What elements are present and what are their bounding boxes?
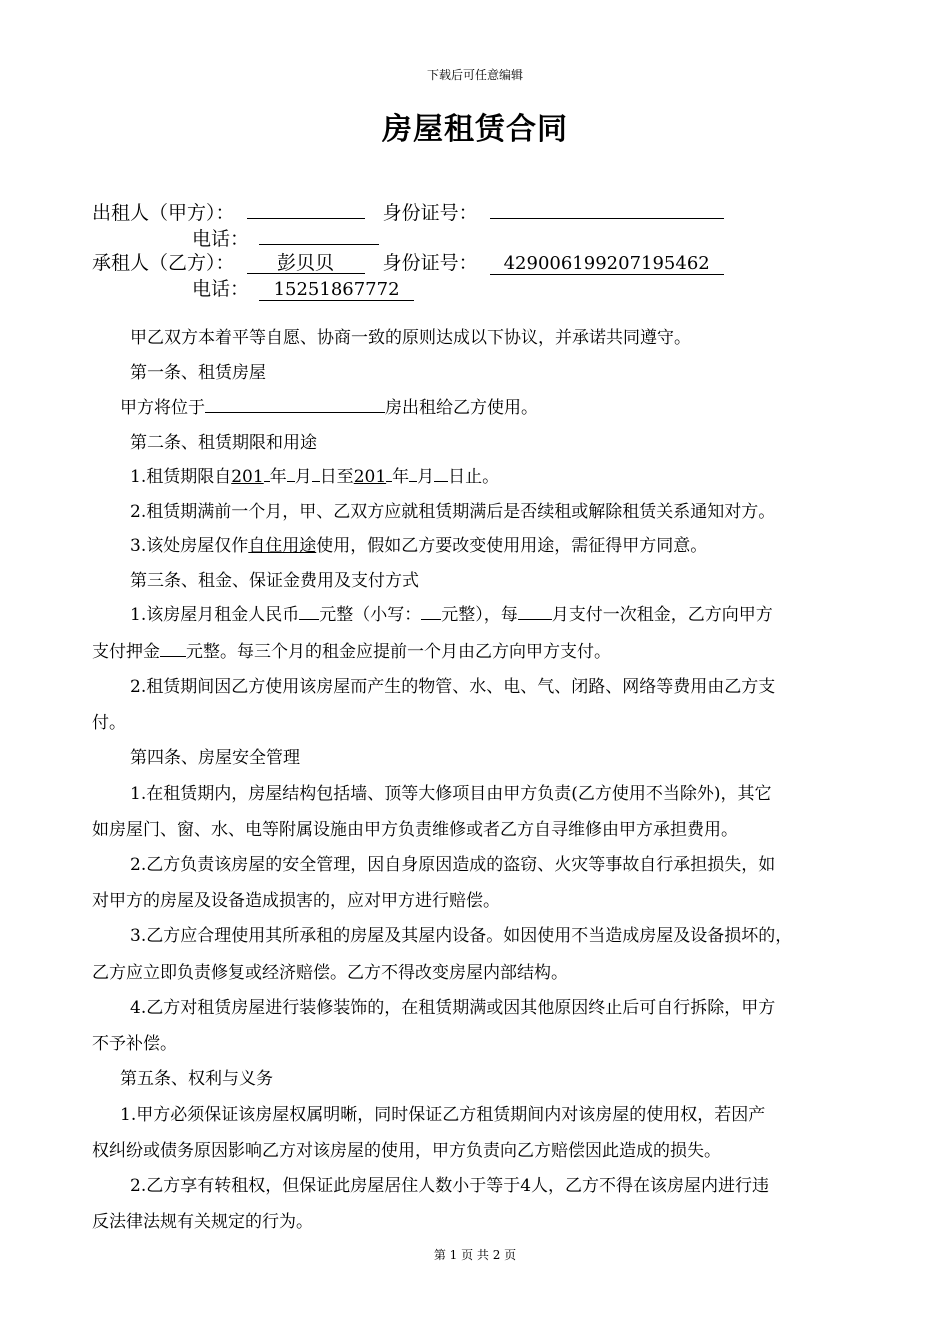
text-fragment: 1.该房屋月租金人民币	[130, 605, 300, 625]
lessor-phone-label: 电话：	[192, 228, 250, 250]
document-title: 房屋租赁合同	[382, 112, 568, 147]
article-5-title: 第五条、权利与义务	[120, 1069, 273, 1089]
lessor-row	[92, 198, 724, 225]
article-2-p1	[130, 462, 499, 487]
start-day-blank[interactable]	[312, 465, 320, 482]
deposit-blank[interactable]	[160, 640, 186, 657]
article-4-p3-line1: 3.乙方应合理使用其所承租的房屋及其屋内设备。如因使用不当造成房屋及设备损坏的，	[130, 926, 793, 946]
text-fragment: 1.租赁期限自	[130, 467, 232, 487]
lessee-label: 承租人（乙方）：	[92, 252, 235, 274]
text-fragment: 月	[417, 467, 435, 487]
start-year-field[interactable]: 201	[231, 467, 264, 487]
article-2-p2: 2.租赁期满前一个月，甲、乙双方应就租赁期满后是否续租或解除租赁关系通知对方。	[130, 502, 776, 522]
text-fragment: 月	[294, 467, 312, 487]
monthly-rent-blank[interactable]	[299, 603, 319, 620]
article-4-p4-line1: 4.乙方对租赁房屋进行装修装饰的，在租赁期满或因其他原因终止后可自行拆除，甲方	[130, 998, 776, 1018]
article-3-title: 第三条、租金、保证金费用及支付方式	[130, 571, 419, 591]
article-4-p1-line2: 如房屋门、窗、水、电等附属设施由甲方负责维修或者乙方自寻维修由甲方承担费用。	[92, 820, 738, 840]
usage-field[interactable]: 自住用途	[248, 536, 317, 556]
article-3-p2-line2: 付。	[92, 713, 126, 733]
lessor-label: 出租人（甲方）：	[92, 202, 235, 224]
lessee-row	[92, 248, 724, 275]
text-fragment: 元整（小写：	[319, 605, 422, 625]
lessee-phone-field[interactable]: 15251867772	[259, 280, 414, 301]
article-4-p1-line1: 1.在租赁期内，房屋结构包括墙、顶等大修项目由甲方负责(乙方使用不当除外)，其它	[130, 784, 772, 804]
payment-period-blank[interactable]	[518, 603, 552, 620]
monthly-rent-figure-blank[interactable]	[421, 603, 441, 620]
intro-paragraph: 甲乙双方本着平等自愿、协商一致的原则达成以下协议，并承诺共同遵守。	[130, 328, 691, 348]
article-2-p3	[130, 531, 707, 556]
lessor-name-field[interactable]	[247, 218, 365, 219]
article-1-title: 第一条、租赁房屋	[130, 363, 266, 383]
article-2-title: 第二条、租赁期限和用途	[130, 433, 317, 453]
text-fragment: 3.该处房屋仅作	[130, 536, 249, 556]
page-footer: 第 1 页 共 2 页	[433, 1248, 517, 1262]
lessee-name-field[interactable]: 彭贝贝	[247, 253, 365, 274]
article-5-p2-line1: 2.乙方享有转租权，但保证此房屋居住人数小于等于4人，乙方不得在该房屋内进行违	[130, 1176, 770, 1196]
lessor-phone-field[interactable]	[259, 244, 379, 245]
text-fragment: 年	[269, 467, 287, 487]
lessee-id-field[interactable]: 429006199207195462	[490, 254, 724, 275]
end-month-blank[interactable]	[409, 465, 417, 482]
lessee-phone-label: 电话：	[192, 278, 250, 300]
address-blank[interactable]	[205, 396, 385, 413]
text-fragment: 年	[392, 467, 410, 487]
article-3-p1-line2	[92, 637, 611, 662]
article-3-p2-line1: 2.租赁期间因乙方使用该房屋而产生的物管、水、电、气、闭路、网络等费用由乙方支	[130, 677, 776, 697]
lessor-id-field[interactable]	[490, 218, 724, 219]
lessee-phone-row	[192, 274, 414, 301]
article-5-p1-line2: 权纠纷或债务原因影响乙方对该房屋的使用，甲方负责向乙方赔偿因此造成的损失。	[92, 1141, 721, 1161]
article-4-p2-line1: 2.乙方负责该房屋的安全管理，因自身原因造成的盗窃、火灾等事故自行承担损失，如	[130, 855, 776, 875]
text-fragment: 房出租给乙方使用。	[385, 398, 538, 418]
article-3-p1-line1	[130, 600, 773, 625]
end-year-field[interactable]: 201	[353, 467, 387, 487]
article-4-title: 第四条、房屋安全管理	[130, 748, 300, 768]
header-note: 下载后可任意编辑	[426, 68, 523, 82]
text-fragment: 使用，假如乙方要改变使用用途，需征得甲方同意。	[316, 536, 708, 556]
article-1-p1	[120, 393, 538, 418]
article-4-p2-line2: 对甲方的房屋及设备造成损害的，应对甲方进行赔偿。	[92, 891, 500, 911]
text-fragment: 甲方将位于	[120, 398, 205, 418]
lessee-id-label: 身份证号：	[382, 252, 478, 274]
lessor-id-label: 身份证号：	[382, 202, 478, 224]
article-4-p3-line2: 乙方应立即负责修复或经济赔偿。乙方不得改变房屋内部结构。	[92, 963, 568, 983]
text-fragment: 月支付一次租金，乙方向甲方	[551, 605, 773, 625]
article-4-p4-line2: 不予补偿。	[92, 1034, 177, 1054]
text-fragment: 日至	[319, 467, 354, 487]
article-5-p1-line1: 1.甲方必须保证该房屋权属明晰，同时保证乙方租赁期间内对该房屋的使用权，若因产	[120, 1105, 766, 1125]
article-5-p2-line2: 反法律法规有关规定的行为。	[92, 1212, 313, 1232]
start-month-blank[interactable]	[287, 465, 295, 482]
end-day-blank[interactable]	[434, 465, 448, 482]
text-fragment: 支付押金	[92, 642, 160, 662]
text-fragment: 元整），每	[441, 605, 518, 625]
text-fragment: 元整。每三个月的租金应提前一个月由乙方向甲方支付。	[186, 642, 611, 662]
text-fragment: 日止。	[448, 467, 500, 487]
lessor-phone-row	[192, 224, 379, 251]
